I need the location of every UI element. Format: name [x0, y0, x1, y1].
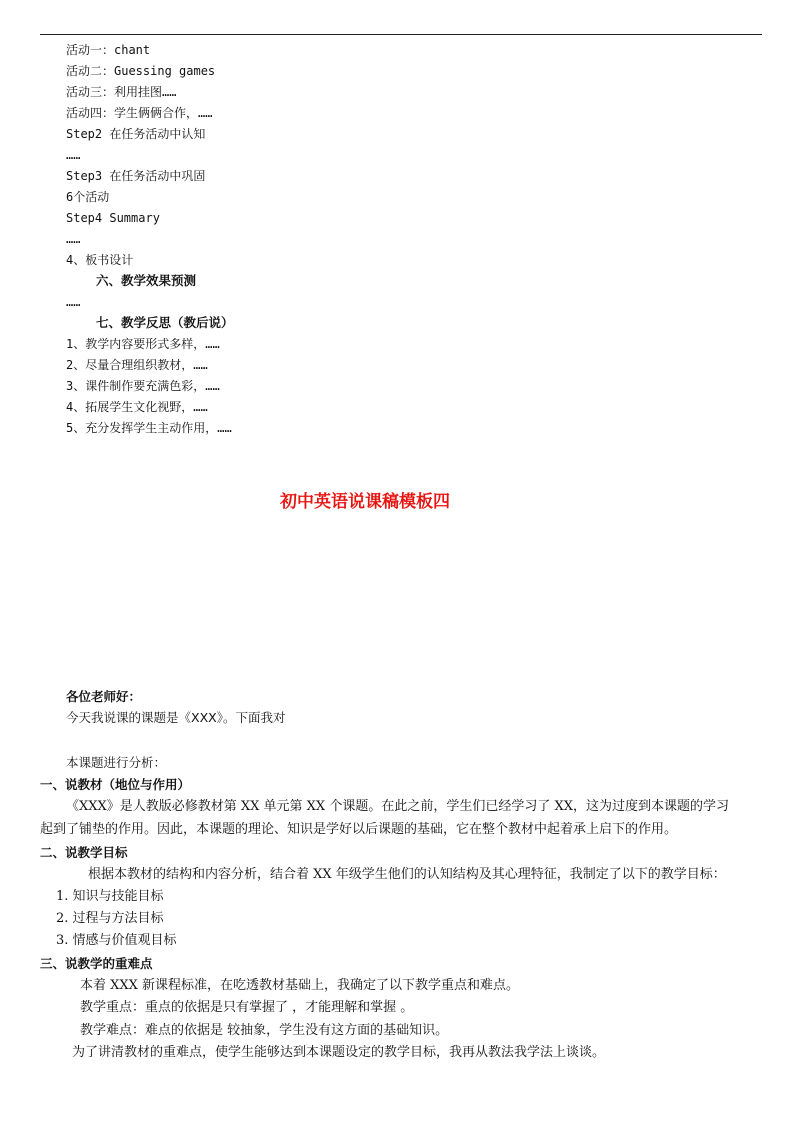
header-rule — [40, 34, 762, 35]
goal-item: 2. 过程与方法目标 — [56, 911, 164, 926]
reflection-item: 4、拓展学生文化视野，…… — [66, 400, 208, 414]
six-activities: 6个活动 — [66, 190, 110, 204]
reflection-item: 3、课件制作要充满色彩，…… — [66, 379, 220, 393]
step2: Step2 在任务活动中认知 — [66, 127, 206, 141]
reflection-item: 1、教学内容要形式多样，…… — [66, 337, 220, 351]
intro-line-2: 本课题进行分析： — [66, 755, 167, 770]
heading-effect-prediction: 六、教学效果预测 — [96, 273, 197, 288]
ellipsis-line: …… — [66, 148, 81, 162]
goal-item: 1. 知识与技能目标 — [56, 889, 164, 904]
ellipsis-line: …… — [66, 295, 81, 309]
difficult-point: 教学难点：难点的依据是 较抽象，学生没有这方面的基础知识。 — [80, 1023, 449, 1038]
heading-textbook: 一、说教材（地位与作用） — [40, 777, 191, 792]
heading-reflection: 七、教学反思（教后说） — [96, 315, 234, 330]
board-design: 4、板书设计 — [66, 253, 134, 267]
goals-paragraph: 根据本教材的结构和内容分析，结合着 XX 年级学生他们的认知结构及其心理特征，我制定了以下的教学目标： — [88, 867, 726, 882]
document-title: 初中英语说课稿模板四 — [280, 492, 450, 512]
greeting: 各位老师好： — [66, 689, 142, 704]
textbook-paragraph-line-1: 《XXX》是人教版必修教材第 XX 单元第 XX 个课题。在此之前，学生们已经学习了 XX，这为过度到本课题的学习 — [66, 799, 729, 814]
ellipsis-line: …… — [66, 232, 81, 246]
key-point: 教学重点：重点的依据是只有掌握了 ，才能理解和掌握 。 — [80, 1000, 414, 1015]
heading-goals: 二、说教学目标 — [40, 845, 128, 860]
key-points-conclusion: 为了讲清教材的重难点，使学生能够达到本课题设定的教学目标，我再从教法我学法上谈谈。 — [72, 1045, 606, 1060]
activity-2: 活动二：Guessing games — [66, 64, 216, 78]
intro-line-1: 今天我说课的课题是《XXX》。下面我对 — [66, 710, 286, 725]
textbook-paragraph-line-2: 起到了铺垫的作用。因此，本课题的理论、知识是学好以后课题的基础，它在整个教材中起着承上启下的作用。 — [40, 822, 678, 837]
step3: Step3 在任务活动中巩固 — [66, 169, 206, 183]
activity-1: 活动一：chant — [66, 43, 151, 57]
key-points-intro: 本着 XXX 新课程标准，在吃透教材基础上，我确定了以下教学重点和难点。 — [80, 978, 520, 993]
activity-4: 活动四：学生俩俩合作，…… — [66, 106, 213, 120]
goal-item: 3. 情感与价值观目标 — [56, 933, 177, 948]
step4: Step4 Summary — [66, 211, 160, 225]
activity-3: 活动三：利用挂图…… — [66, 85, 177, 99]
reflection-item: 2、尽量合理组织教材，…… — [66, 358, 208, 372]
reflection-item: 5、充分发挥学生主动作用，…… — [66, 421, 232, 435]
heading-key-points: 三、说教学的重难点 — [40, 956, 153, 971]
